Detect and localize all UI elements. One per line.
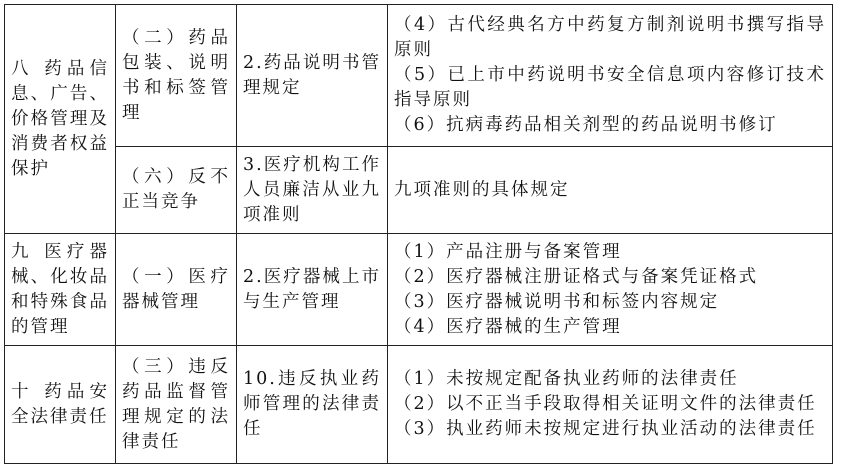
point-item: （4）医疗器械的生产管理 xyxy=(394,316,622,337)
topic-cell: 2.医疗器械上市与生产管理 xyxy=(237,234,388,346)
point-item: （3）医疗器械说明书和标签内容规定 xyxy=(394,291,720,312)
point-item: （2）以不正当手段取得相关证明文件的法律责任 xyxy=(394,394,817,414)
point-item: （2）医疗器械注册证格式与备案凭证格式 xyxy=(394,266,759,287)
table-row xyxy=(5,5,833,147)
point-item: （3）执业药师未按规定进行执业活动的法律责任 xyxy=(394,419,817,439)
unit-cell: （六）反不正当竞争 xyxy=(116,147,237,234)
point-item: （6）抗病毒药品相关剂型的药品说明书修订 xyxy=(394,115,778,135)
point-item: （5）已上市中药说明书安全信息项内容修订技术指导原则 xyxy=(394,65,826,110)
points-cell xyxy=(388,5,833,147)
chapter-cell: 十 药品安全法律责任 xyxy=(5,346,116,464)
table-row xyxy=(5,147,833,234)
table-row xyxy=(5,234,833,346)
table-row xyxy=(5,346,833,464)
unit-cell: （一）医疗器械管理 xyxy=(116,234,237,346)
unit-cell: （二）药品包装、说明书和标签管理 xyxy=(116,5,237,147)
points-cell xyxy=(388,147,833,234)
points-cell xyxy=(388,346,833,464)
topic-cell: 10.违反执业药师管理的法律责任 xyxy=(237,346,388,464)
topic-cell: 2.药品说明书管理规定 xyxy=(237,5,388,147)
chapter-cell: 八 药品信息、广告、价格管理及消费者权益保护 xyxy=(5,5,116,234)
unit-cell: （三）违反药品监督管理规定的法律责任 xyxy=(116,346,237,464)
point-item: （1）未按规定配备执业药师的法律责任 xyxy=(394,369,739,389)
topic-cell: 3.医疗机构工作人员廉洁从业九项准则 xyxy=(237,147,388,234)
point-item: 九项准则的具体规定 xyxy=(394,179,570,200)
point-item: （1）产品注册与备案管理 xyxy=(394,241,622,262)
syllabus-table xyxy=(4,4,833,464)
points-cell xyxy=(388,234,833,346)
point-item: （4）古代经典名方中药复方制剂说明书撰写指导原则 xyxy=(394,15,826,60)
chapter-cell: 九 医疗器械、化妆品和特殊食品的管理 xyxy=(5,234,116,346)
